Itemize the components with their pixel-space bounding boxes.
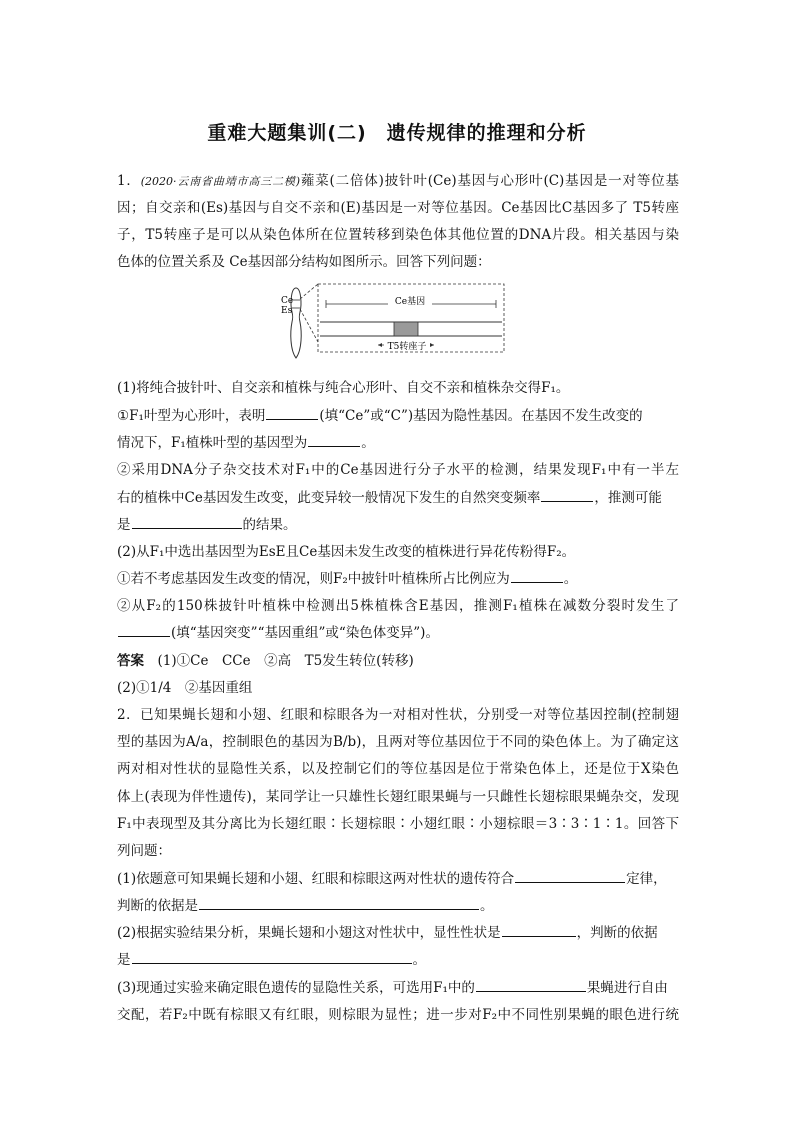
answer-blank[interactable] bbox=[502, 922, 576, 937]
q2-text: 定律， bbox=[626, 871, 667, 887]
q2-text: (1)依题意可知果蝇长翅和小翅、红眼和棕眼这两对性状的遗传符合 bbox=[117, 871, 515, 887]
ce-gene-label: Ce基因 bbox=[394, 297, 426, 307]
q1-part2-a bbox=[117, 568, 679, 590]
q1-line-2: 因；自交亲和(Es)基因与自交不亲和(E)基因是一对等位基因。Ce基因比C基因多了 T5转座 bbox=[117, 200, 679, 216]
answer-blank[interactable] bbox=[511, 568, 563, 583]
q1-part1-b: ②采用DNA分子杂交技术对F₁中的Ce基因进行分子水平的检测，结果发现F₁中有一半左 bbox=[117, 462, 679, 478]
answer-line-1 bbox=[117, 650, 679, 672]
q1-text: (填“基因突变”“基因重组”或“染色体变异”)。 bbox=[171, 625, 439, 641]
q2-text: 是 bbox=[117, 952, 131, 968]
answer-line-2: (2)①1/4 ②基因重组 bbox=[117, 680, 253, 696]
q1-text: ①若不考虑基因发生改变的情况，则F₂中披针叶植株所占比例应为 bbox=[117, 571, 510, 587]
answer-blank[interactable] bbox=[266, 405, 318, 420]
q2-text: (2)根据实验结果分析，果蝇长翅和小翅这对性状中，显性性状是 bbox=[117, 925, 501, 941]
q1-text: 。 bbox=[563, 571, 578, 587]
q1-line-4: 色体的位置关系及 Ce基因部分结构如图所示。回答下列问题： bbox=[117, 254, 491, 270]
q1-part1: (1)将纯合披针叶、自交亲和植株与纯合心形叶、自交不亲和植株杂交得F₁。 bbox=[117, 380, 570, 396]
chromosome-gene-figure bbox=[278, 282, 508, 362]
q1-number: 1． bbox=[117, 173, 141, 189]
answer-text-1: (1)①Ce CCe ②高 T5发生转位(转移) bbox=[157, 653, 414, 669]
answer-blank[interactable] bbox=[199, 895, 479, 910]
q2-part1-b bbox=[117, 895, 679, 917]
q1-part2: (2)从F₁中选出基因型为EsE且Ce基因未发生改变的植株进行异花传粉得F₂。 bbox=[117, 544, 576, 560]
q2-text: 判断的依据是 bbox=[117, 898, 198, 914]
page-title: 重难大题集训(二) 遗传规律的推理和分析 bbox=[207, 122, 587, 144]
answer-blank[interactable] bbox=[118, 622, 170, 637]
q2-line-2: 型的基因为A/a，控制眼色的基因为B/b)，且两对等位基因位于不同的染色体上。为了确定这 bbox=[117, 734, 679, 750]
q2-line-4: 体上(表现为伴性遗传)，某同学让一只雄性长翅红眼果蝇与一只雌性长翅棕眼果蝇杂交，发现 bbox=[117, 789, 679, 805]
q1-part2-b2 bbox=[117, 622, 679, 644]
gene-label-ce: Ce bbox=[281, 296, 294, 306]
answer-blank[interactable] bbox=[132, 514, 242, 529]
q1-text: 的结果。 bbox=[242, 517, 297, 533]
q2-part1 bbox=[117, 868, 679, 890]
q1-text: ①F₁叶型为心形叶，表明 bbox=[117, 408, 266, 424]
q1-part1-a2 bbox=[117, 432, 679, 454]
q2-line-5: F₁中表现型及其分离比为长翅红眼∶长翅棕眼∶小翅红眼∶小翅棕眼＝3∶3∶1∶1。回答下 bbox=[117, 816, 679, 832]
answer-blank[interactable] bbox=[476, 977, 586, 992]
q2-text: (3)现通过实验来确定眼色遗传的显隐性关系，可选用F₁中的 bbox=[117, 980, 475, 996]
q2-line-1: 2．已知果蝇长翅和小翅、红眼和棕眼各为一对相对性状，分别受一对等位基因控制(控制翅 bbox=[117, 707, 679, 723]
q2-part3 bbox=[117, 977, 679, 999]
q1-text: (填“Ce”或“C”)基因为隐性基因。在基因不发生改变的 bbox=[319, 408, 643, 424]
q1-part1-a bbox=[117, 405, 679, 427]
q1-part2-b: ②从F₂的150株披针叶植株中检测出5株植株含E基因，推测F₁植株在减数分裂时发生了 bbox=[117, 598, 679, 614]
q2-text: ，判断的依据 bbox=[576, 925, 658, 941]
q2-part2 bbox=[117, 922, 679, 944]
q1-part1-b2 bbox=[117, 487, 679, 509]
q2-part2-b bbox=[117, 949, 679, 971]
t5-transposon-segment bbox=[394, 322, 418, 336]
q1-line-1 bbox=[117, 170, 679, 192]
q1-text: 。 bbox=[361, 435, 375, 451]
answer-blank[interactable] bbox=[132, 949, 412, 964]
q1-text: ，推测可能 bbox=[594, 490, 662, 506]
q2-part3-b: 交配，若F₂中既有棕眼又有红眼，则棕眼为显性；进一步对F₂中不同性别果蝇的眼色进行统 bbox=[117, 1007, 679, 1023]
q2-line-6: 列问题： bbox=[117, 843, 171, 859]
q1-text: 是 bbox=[117, 517, 131, 533]
q1-source: (2020·云南省曲靖市高三二模) bbox=[140, 175, 301, 188]
q1-line-3: 子，T5转座子是可以从染色体所在位置转移到染色体其他位置的DNA片段。相关基因与染 bbox=[117, 227, 679, 243]
t5-label: T5转座子 bbox=[387, 342, 427, 352]
answer-blank[interactable] bbox=[515, 868, 625, 883]
q2-text: 。 bbox=[412, 952, 426, 968]
q1-text: 情况下，F₁植株叶型的基因型为 bbox=[117, 435, 308, 451]
q1-text: 右的植株中Ce基因发生改变，此变异较一般情况下发生的自然突变频率 bbox=[117, 490, 541, 506]
gene-label-es: Es bbox=[281, 306, 293, 316]
q2-text: 。 bbox=[480, 898, 494, 914]
q2-line-3: 两对相对性状的显隐性关系，以及控制它们的等位基因是位于常染色体上，还是位于X染色 bbox=[117, 761, 679, 777]
answer-blank[interactable] bbox=[308, 432, 360, 447]
q1-part1-b3 bbox=[117, 514, 679, 536]
q1-text-1: 蕹菜(二倍体)披针叶(Ce)基因与心形叶(C)基因是一对等位基 bbox=[300, 173, 679, 189]
answer-label: 答案 bbox=[117, 653, 144, 669]
answer-blank[interactable] bbox=[541, 487, 593, 502]
q2-text: 果蝇进行自由 bbox=[586, 980, 668, 996]
